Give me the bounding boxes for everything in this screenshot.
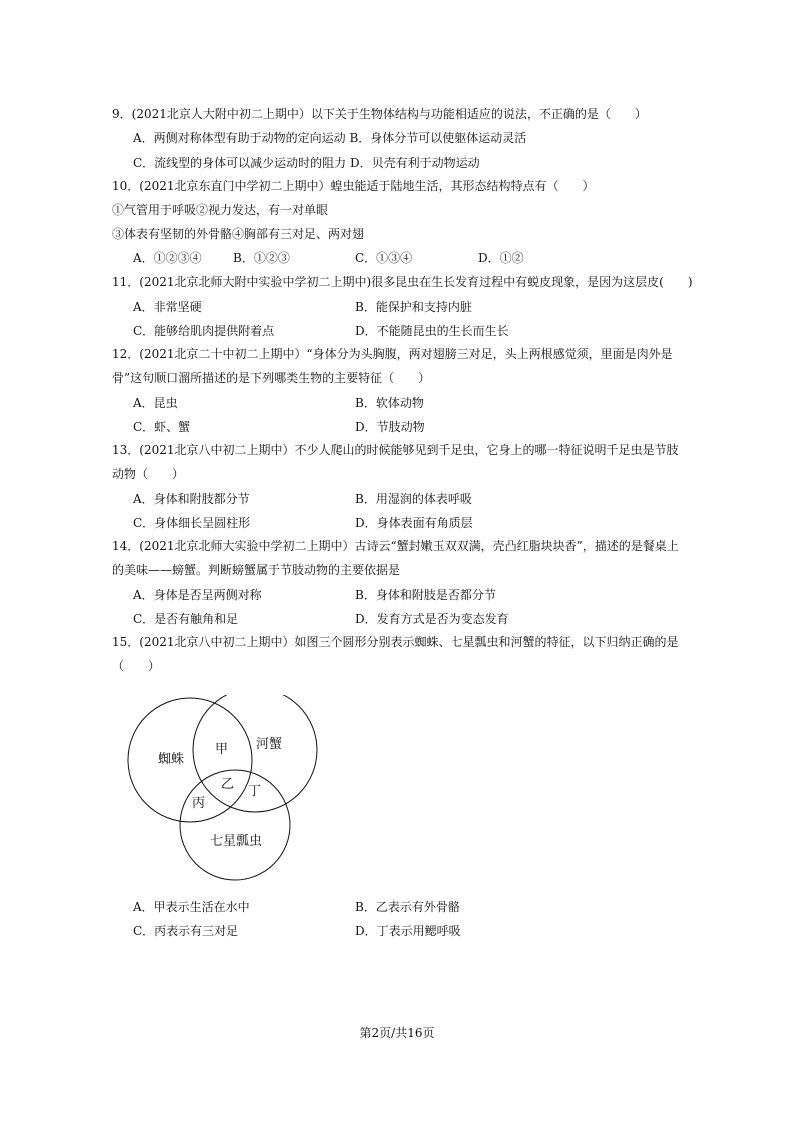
q13-stem: 13．(2021北京八中初二上期中）不少人爬山的时候能够见到千足虫，它身上的哪一特征说明千足虫是节肢 [112,443,679,457]
q14-line2: 的美味——螃蟹。判断螃蟹属于节肢动物的主要依据是 [112,563,401,577]
q11-option-a: A．非常坚硬 [133,300,202,314]
q10-option-d: D．①② [478,251,524,265]
q15-option-a: A．甲表示生活在水中 [133,900,250,914]
region-bing-label: 丙 [192,796,206,811]
q12-line2: 骨”这句顺口溜所描述的是下列哪类生物的主要特征（ ） [112,371,431,385]
q10-option-a: A．①②③④ [133,251,202,265]
q14-option-a: A．身体是否呈两侧对称 [133,588,262,602]
q10-option-b: B．①②③ [233,251,290,265]
q14-option-c: C．是否有触角和足 [133,612,239,626]
venn-diagram [120,695,330,895]
q12-stem: 12．(2021北京二十中初二上期中）“身体分为头胸腹，两对翅膀三对足，头上两根感觉须，里面是肉外是 [112,347,673,361]
q12-option-b: B．软体动物 [355,396,424,410]
region-ding-label: 丁 [248,784,262,799]
q15-option-d: D．丁表示用鳃呼吸 [355,924,461,938]
spider-circle [128,698,252,822]
q13-option-b: B．用湿润的体表呼吸 [355,492,472,506]
q13-option-d: D．身体表面有角质层 [355,516,473,530]
q12-option-a: A．昆虫 [133,396,178,410]
ladybug-circle [180,770,290,880]
q10-option-c: C．①③④ [355,251,413,265]
q12-option-d: D．节肢动物 [355,420,425,434]
spider-label: 蜘蛛 [158,752,185,767]
q9-options-cd: C．流线型的身体可以减少运动时的阻力 D．贝壳有利于动物运动 [133,156,480,170]
region-jia-label: 甲 [215,742,229,757]
q11-stem: 11．(2021北京北师大附中实验中学初二上期中)很多昆虫在生长发育过程中有蜕皮现象，是因为这层皮( ) [112,275,693,289]
q11-option-b: B．能保护和支持内脏 [355,300,472,314]
q11-option-c: C．能够给肌肉提供附着点 [133,324,275,338]
q15-stem: 15．(2021北京八中初二上期中）如图三个圆形分别表示蜘蛛、七星瓢虫和河蟹的特征，以下归纳正确的是 [112,635,679,649]
q15-option-c: C．丙表示有三对足 [133,924,239,938]
q14-option-d: D．发育方式是否为变态发育 [355,612,509,626]
q12-option-c: C．虾、蟹 [133,420,191,434]
q15-option-b: B．乙表示有外骨骼 [355,900,460,914]
q14-option-b: B．身体和附肢是否都分节 [355,588,496,602]
q10-line2: ①气管用于呼吸②视力发达，有一对单眼 [112,203,329,217]
q10-stem: 10．(2021北京东直门中学初二上期中）蝗虫能适于陆地生活，其形态结构特点有（ ） [112,179,595,193]
ladybug-label: 七星瓢虫 [210,834,263,849]
q10-line3: ③体表有坚韧的外骨骼④胸部有三对足、两对翅 [112,227,365,241]
crab-label: 河蟹 [256,737,283,752]
region-yi-label: 乙 [221,777,235,792]
q9-options-ab: A．两侧对称体型有助于动物的定向运动 B．身体分节可以使躯体运动灵活 [133,131,527,145]
q11-option-d: D．不能随昆虫的生长而生长 [355,324,509,338]
q13-option-a: A．身体和附肢都分节 [133,492,250,506]
q13-option-c: C．身体细长呈圆柱形 [133,516,251,530]
q14-stem: 14．(2021北京北师大实验中学初二上期中）古诗云“蟹封嫩玉双双满，壳凸红脂块块香”，描述的是餐桌上 [112,539,679,553]
q9-stem: 9．(2021北京人大附中初二上期中）以下关于生物体结构与功能相适应的说法，不正确的是（ ） [112,107,647,121]
page-footer: 第2页/共16页 [359,1026,435,1040]
q15-line2: （ ） [112,659,161,673]
q13-line2: 动物（ ） [112,467,185,481]
